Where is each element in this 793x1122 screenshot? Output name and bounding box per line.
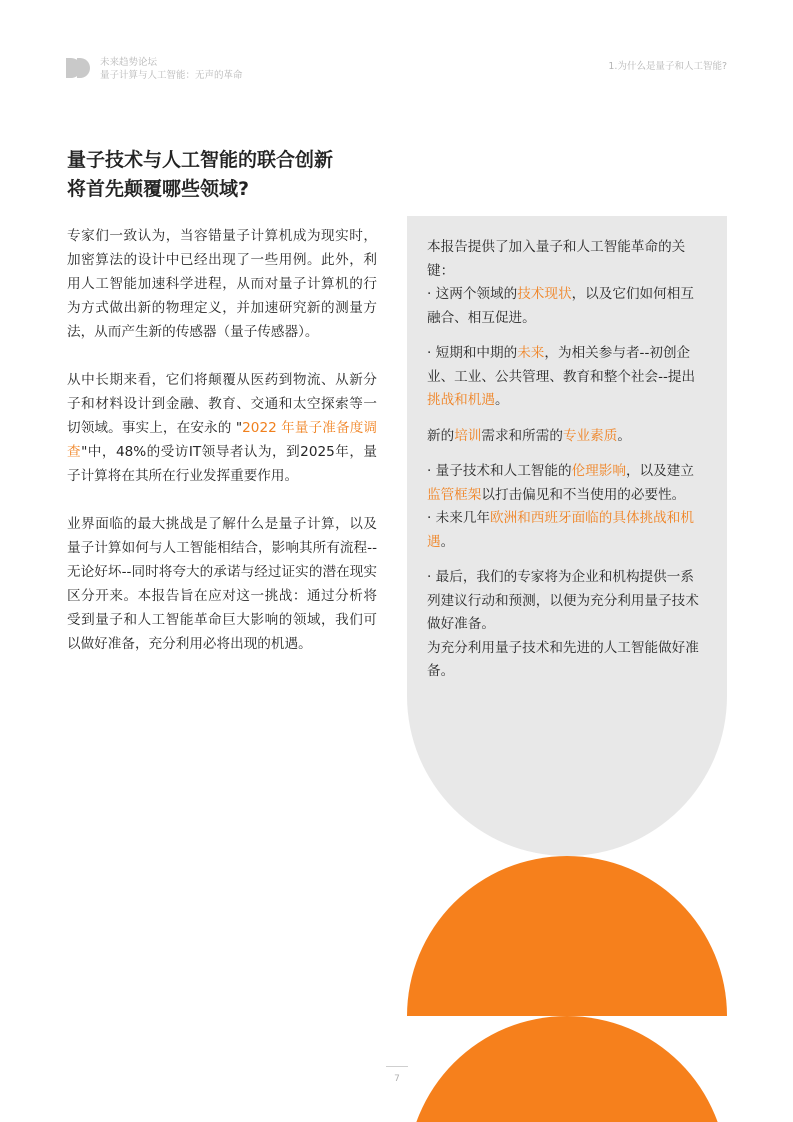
header-section: 1.为什么是量子和人工智能? — [608, 61, 727, 72]
bullet-2-text-b: ，为相关参与者--初创企业、工业、公共管理、教育和整个社会--提出 — [427, 345, 696, 385]
title-line-2: 将首先颠覆哪些领域? — [67, 178, 250, 200]
bullet-5-text-b: 。 — [440, 533, 455, 550]
orange-half-circle-bottom — [407, 1016, 727, 1122]
paragraph-2-text-a: 从中长期来看，它们将颠覆从医药到物流、从新分子和材料设计到金融、教育、交通和太空探索等一切领域。事实上，在安永的 " — [67, 372, 377, 436]
bullet-5-highlight: 欧洲和西班牙面临的具体挑战和机遇 — [427, 510, 694, 550]
bullet-recommendations: · 最后，我们的专家将为企业和机构提供一系列建议行动和预测，以便为充分利用量子技术做好准备。 — [427, 569, 699, 632]
bullet-4-text-a: · 量子技术和人工智能的 — [427, 463, 572, 479]
bullet-2-text-a: · 短期和中期的 — [427, 345, 518, 361]
panel-intro: 本报告提供了加入量子和人工智能革命的关键： — [427, 239, 686, 279]
header-forum: 未来趋势论坛 — [100, 57, 158, 68]
paragraph-2 — [67, 368, 377, 488]
bullet-ethics — [427, 460, 703, 507]
bullet-training — [427, 425, 703, 449]
bullet-future — [427, 342, 703, 413]
logo-icon — [66, 58, 90, 78]
bullet-1-text-b: ，以及它们如何相互融合、相互促进。 — [427, 286, 694, 326]
bullet-4-text-c: 以打击偏见和不当使用的必要性。 — [481, 486, 686, 503]
header-title-block — [100, 56, 243, 82]
closing-line: 为充分利用量子技术和先进的人工智能做好准备。 — [427, 639, 699, 679]
page-number-divider — [386, 1066, 408, 1067]
bullet-3-highlight-2: 专业素质 — [562, 427, 618, 444]
left-column — [67, 224, 377, 680]
bullet-3-highlight-1: 培训 — [454, 427, 482, 444]
bullet-5-text-a: · 未来几年 — [427, 510, 491, 526]
right-column — [427, 236, 703, 684]
header-subtitle: 量子计算与人工智能：无声的革命 — [100, 70, 243, 81]
bullet-2-highlight-1: 未来 — [517, 345, 545, 361]
paragraph-3: 业界面临的最大挑战是了解什么是量子计算，以及量子计算如何与人工智能相结合，影响其所有流程--无论好坏--同时将夸大的承诺与经过证实的潜在现实区分开来。本报告旨在应对这一挑战：通过分析将受到量子和人工智能革命巨大影响的领域，我们可以做好准备，充分利用必将出现的机遇。 — [67, 516, 377, 652]
bullet-3-text-b: 需求和所需的 — [481, 427, 563, 444]
bullet-europe-spain — [427, 507, 703, 554]
title-line-1: 量子技术与人工智能的联合创新 — [67, 149, 334, 171]
page-title — [67, 146, 397, 204]
bullet-1-text-a: · 这两个领域的 — [427, 286, 518, 302]
bullet-tech-status — [427, 283, 703, 330]
bullet-4-highlight-1: 伦理影响 — [571, 463, 626, 479]
bullet-2-highlight-2: 挑战和机遇 — [427, 392, 495, 408]
paragraph-1: 专家们一致认为，当容错量子计算机成为现实时，加密算法的设计中已经出现了一些用例。此外，利用人工智能加速科学进程，从而对量子计算机的行为方式做出新的物理定义，并加速研究新的测量方法，从而产生新的传感器（量子传感器）。 — [67, 228, 377, 340]
bullet-3-text-c: 。 — [617, 427, 631, 444]
bullet-3-text-a: 新的 — [427, 427, 455, 444]
page-number: 7 — [394, 1074, 400, 1084]
survey-link[interactable]: 2022 年量子准备度调查 — [67, 420, 377, 460]
bullet-1-highlight: 技术现状 — [517, 286, 572, 302]
paragraph-2-text-b: "中，48%的受访IT领导者认为，到2025年，量子计算将在其所在行业发挥重要作用。 — [67, 444, 378, 484]
orange-half-circle-top — [407, 856, 727, 1016]
bullet-4-text-b: ，以及建立 — [625, 463, 694, 479]
bullet-2-text-c: 。 — [494, 392, 509, 408]
bullet-4-highlight-2: 监管框架 — [427, 486, 482, 503]
